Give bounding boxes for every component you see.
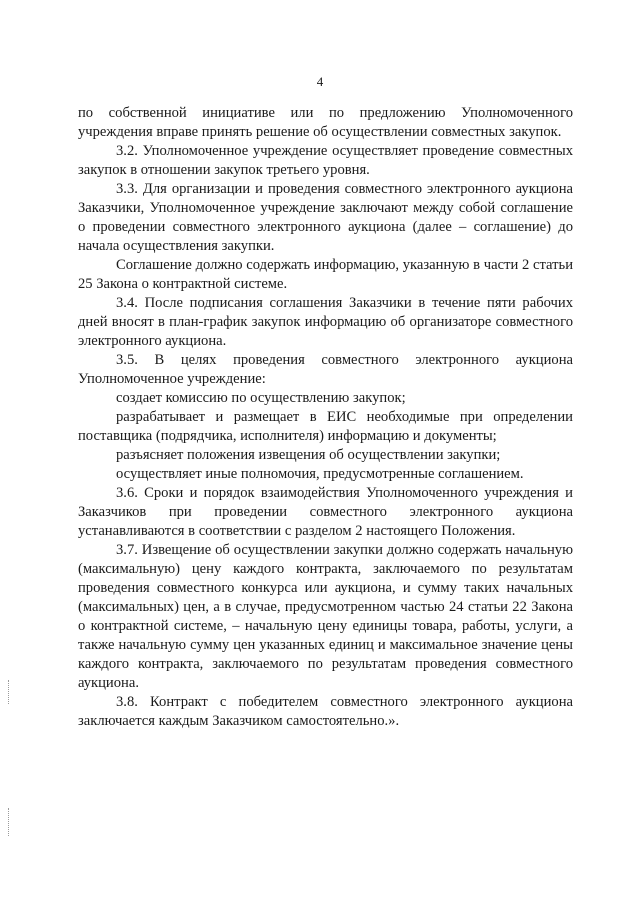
paragraph-3-4: 3.4. После подписания соглашения Заказчики в течение пяти рабочих дней вносят в план-график закупок информацию об организаторе совместного электронного аукциона.	[78, 295, 573, 349]
list-item-eis-documents: разрабатывает и размещает в ЕИС необходимые при определении поставщика (подрядчика, исполнителя) информацию и документы;	[78, 409, 573, 444]
list-item-clarification: разъясняет положения извещения об осуществлении закупки;	[116, 447, 501, 463]
paragraph-3-6: 3.6. Сроки и порядок взаимодействия Уполномоченного учреждения и Заказчиков при проведении совместного электронного аукциона устанавливаются в соответствии с разделом 2 настоящего Положения.	[78, 485, 573, 539]
paragraph-agreement-content: Соглашение должно содержать информацию, указанную в части 2 статьи 25 Закона о контрактной системе.	[78, 257, 573, 292]
paragraph-3-8: 3.8. Контракт с победителем совместного электронного аукциона заключается каждым Заказчиком самостоятельно.».	[78, 694, 573, 729]
scan-margin-mark	[8, 680, 11, 704]
page-number: 4	[316, 74, 324, 89]
paragraph-3-2: 3.2. Уполномоченное учреждение осуществляет проведение совместных закупок в отношении закупок третьего уровня.	[78, 143, 573, 178]
paragraph-3-3: 3.3. Для организации и проведения совместного электронного аукциона Заказчики, Уполномоченное учреждение заключают между собой соглашение о проведении совместного электронного аукциона (далее – соглашение) до начала осуществления закупки.	[78, 181, 573, 254]
scan-margin-mark	[8, 808, 11, 836]
paragraph-3-5: 3.5. В целях проведения совместного электронного аукциона Уполномоченное учреждение:	[78, 352, 573, 387]
paragraph-continuation: по собственной инициативе или по предложению Уполномоченного учреждения вправе принять решение об осуществлении совместных закупок.	[78, 105, 573, 140]
paragraph-3-7: 3.7. Извещение об осуществлении закупки должно содержать начальную (максимальную) цену каждого контракта, заключаемого по результатам проведения совместного конкурса или аукциона, и сумму таких начальных (максимальных) цен, а в случае, предусмотренном частью 24 статьи 22 Закона о контрактной системе, – начальную цену единицы товара, работы, услуги, а также начальную сумму цен указанных единиц и максимальное значение цены каждого контракта, заключаемого по результатам проведения совместного аукциона.	[78, 542, 573, 691]
document-body	[78, 104, 573, 731]
list-item-commission: создает комиссию по осуществлению закупок;	[116, 390, 406, 406]
list-item-other-powers: осуществляет иные полномочия, предусмотренные соглашением.	[116, 466, 524, 482]
